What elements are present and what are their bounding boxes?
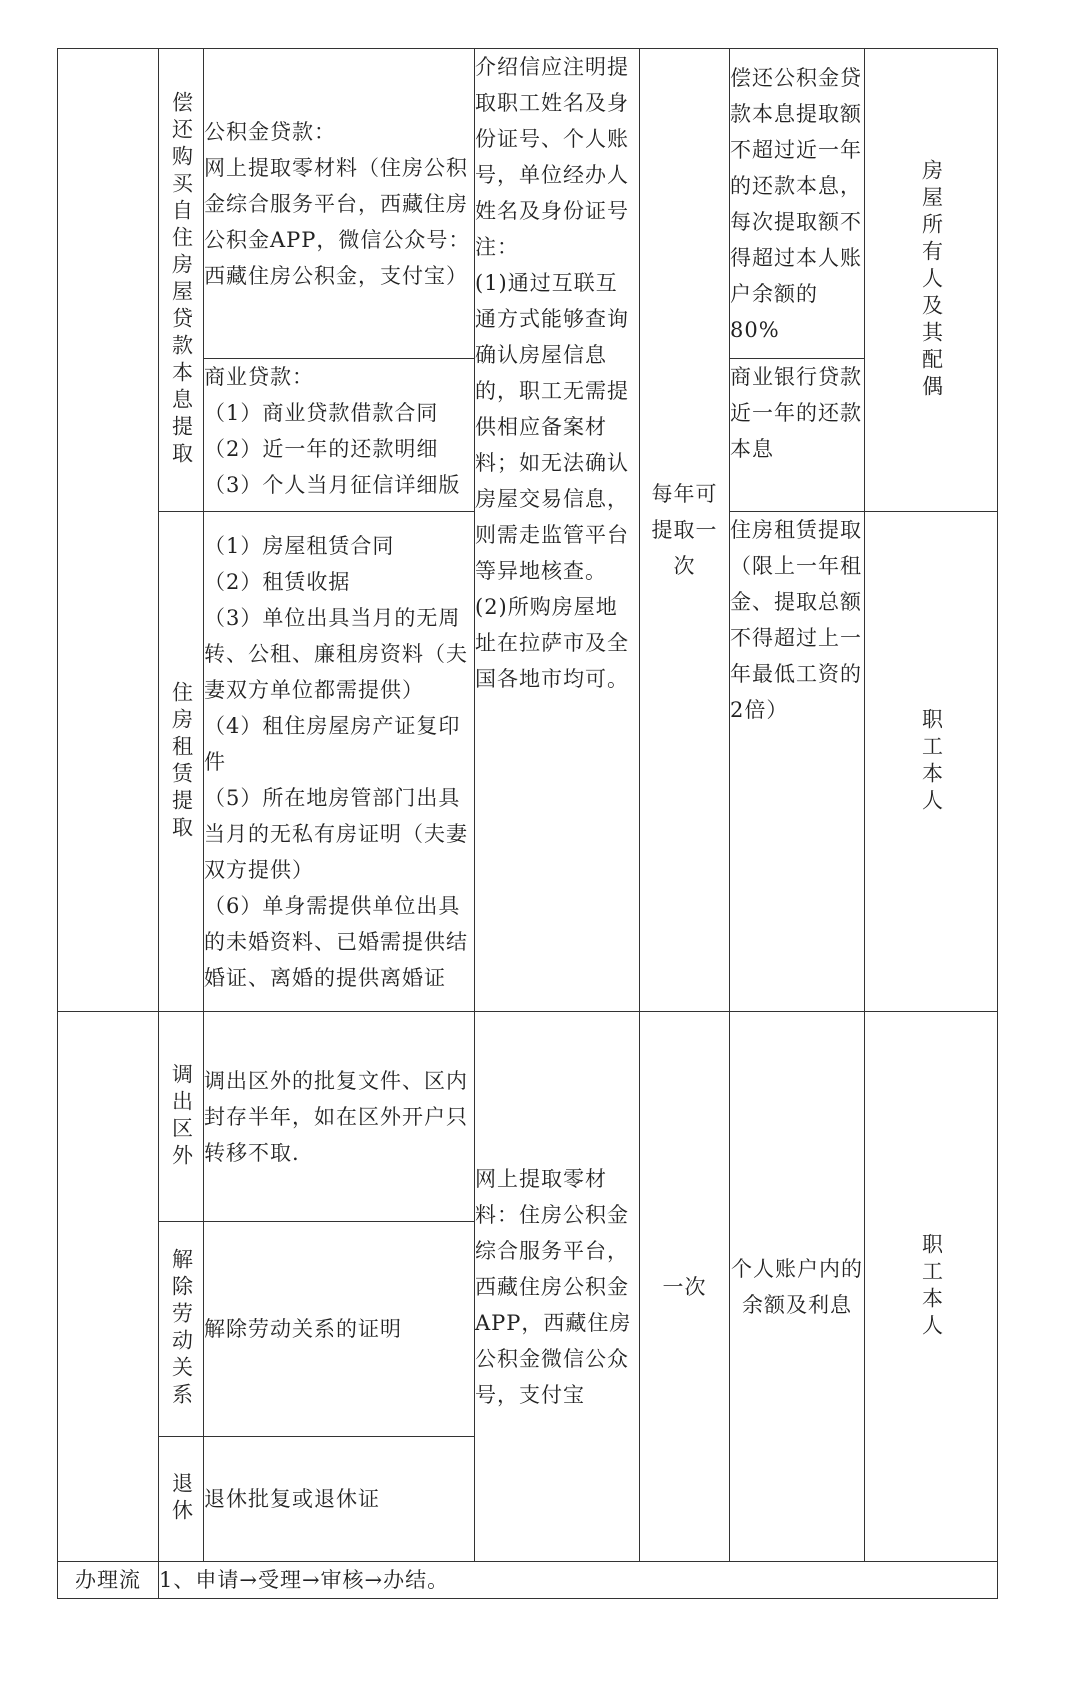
rental-item-5: （5）所在地房管部门出具当月的无私有房证明（夫妻双方提供） — [204, 785, 468, 882]
requirements-note-label: 注： — [475, 235, 519, 259]
rental-materials-cell — [204, 512, 475, 1012]
leave-frequency-cell — [640, 1012, 730, 1562]
process-steps-cell — [159, 1562, 998, 1599]
requirements-note-1: (1)通过互联互通方式能够查询确认房屋信息的，职工无需提供相应备案材料；如无法确认房屋交易信息，则需走监管平台等异地核查。 — [475, 271, 629, 583]
process-label: 办理流 — [75, 1568, 141, 1592]
terminate-type-label: 解除劳动关系 — [169, 1248, 194, 1410]
transfer-type-label: 调出区外 — [169, 1062, 194, 1171]
requirements-note-2: (2)所购房屋地址在拉萨市及全国各地市均可。 — [475, 595, 629, 691]
process-steps: 1、申请→受理→审核→办结。 — [159, 1568, 450, 1592]
rental-item-3: （3）单位出具当月的无周转、公租、廉租房资料（夫妻双方单位都需提供） — [204, 605, 468, 702]
commercial-loan-amount-cell — [730, 359, 865, 512]
rental-applicant-cell — [865, 512, 998, 1012]
retire-type-cell — [159, 1437, 204, 1562]
rental-amount-cell — [730, 512, 865, 1012]
rental-item-2: （2）租赁收据 — [204, 569, 351, 594]
rental-item-1: （1）房屋租赁合同 — [204, 533, 395, 558]
table-row — [58, 1012, 998, 1222]
withdrawal-table — [57, 48, 998, 1599]
rental-type-cell — [159, 512, 204, 1012]
terminate-materials-cell — [204, 1222, 475, 1437]
table-row — [58, 1562, 998, 1599]
leave-requirements: 网上提取零材料：住房公积金综合服务平台，西藏住房公积金APP，西藏住房公积金微信公众号，支付宝 — [475, 1166, 632, 1407]
leave-requirements-cell — [475, 1012, 640, 1562]
transfer-materials: 调出区外的批复文件、区内封存半年，如在区外开户只转移不取. — [204, 1068, 468, 1165]
fund-loan-heading: 公积金贷款： — [204, 119, 336, 144]
mortgage-applicant: 房屋所有人及其配偶 — [919, 158, 944, 402]
fund-loan-amount: 偿还公积金贷款本息提取额不超过近一年的还款本息，每次提取额不得超过本人账户余额的80% — [730, 65, 862, 342]
terminate-type-cell — [159, 1222, 204, 1437]
requirements-intro: 介绍信应注明提取职工姓名及身份证号、个人账号，单位经办人姓名及身份证号 — [475, 55, 629, 223]
retire-type-label: 退休 — [169, 1472, 194, 1526]
mortgage-type-cell — [159, 49, 204, 512]
fund-loan-materials-cell — [204, 49, 475, 359]
mortgage-frequency-cell — [640, 49, 730, 1012]
leave-applicant-cell — [865, 1012, 998, 1562]
transfer-materials-cell — [204, 1012, 475, 1222]
leave-applicant: 职工本人 — [919, 1232, 944, 1341]
mortgage-frequency: 每年可提取一次 — [651, 482, 718, 578]
commercial-loan-item-2: （2）近一年的还款明细 — [204, 437, 439, 461]
leave-amount-cell — [730, 1012, 865, 1562]
rental-item-6: （6）单身需提供单位出具的未婚资料、已婚需提供结婚证、离婚的提供离婚证 — [204, 893, 468, 990]
rental-type-label: 住房租赁提取 — [169, 680, 194, 843]
fund-loan-text: 网上提取零材料（住房公积金综合服务平台，西藏住房公积金APP，微信公众号：西藏住房公积金，支付宝） — [204, 155, 471, 288]
commercial-loan-amount: 商业银行贷款近一年的还款本息 — [730, 365, 862, 461]
rental-applicant: 职工本人 — [919, 707, 944, 816]
mortgage-applicant-cell — [865, 49, 998, 512]
retire-materials-cell — [204, 1437, 475, 1562]
transfer-type-cell — [159, 1012, 204, 1222]
empty-category-cell — [58, 1012, 159, 1562]
rental-amount: 住房租赁提取（限上一年租金、提取总额不得超过上一年最低工资的2倍） — [730, 518, 862, 722]
empty-category-cell — [58, 49, 159, 1012]
leave-amount: 个人账户内的余额及利息 — [731, 1256, 863, 1317]
commercial-loan-item-1: （1）商业贷款借款合同 — [204, 401, 439, 425]
rental-item-4: （4）租住房屋房产证复印件 — [204, 713, 461, 774]
table-row — [58, 49, 998, 359]
process-label-cell — [58, 1562, 159, 1599]
fund-loan-amount-cell — [730, 49, 865, 359]
commercial-loan-item-3: （3）个人当月征信详细版 — [204, 473, 461, 497]
commercial-loan-materials-cell — [204, 359, 475, 512]
commercial-loan-heading: 商业贷款： — [204, 365, 314, 389]
terminate-materials: 解除劳动关系的证明 — [204, 1317, 402, 1341]
retire-materials: 退休批复或退休证 — [204, 1487, 380, 1511]
mortgage-requirements-cell — [475, 49, 640, 1012]
mortgage-type-label: 偿还购买自住房屋贷款本息提取 — [169, 91, 194, 469]
leave-frequency: 一次 — [662, 1274, 707, 1299]
